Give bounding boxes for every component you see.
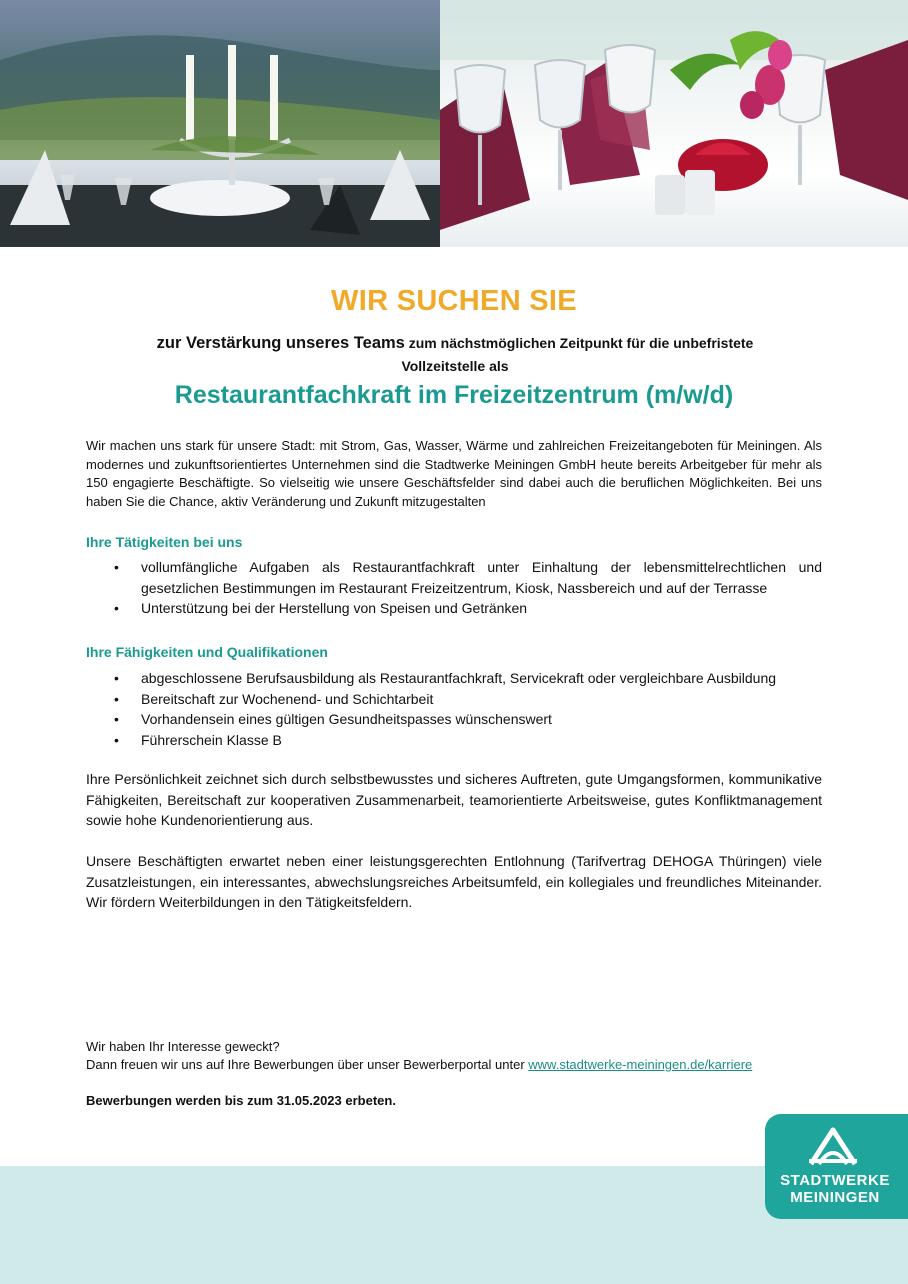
hero-photo-glasses xyxy=(440,0,908,247)
logo-line-1: STADTWERKE xyxy=(780,1172,890,1189)
contact-block xyxy=(86,1038,846,1074)
hero-images xyxy=(0,0,908,247)
headline: WIR SUCHEN SIE xyxy=(331,285,577,317)
list-item: • abgeschlossene Berufsausbildung als Restaurantfachkraft, Servicekraft oder vergleichbare Ausbildung xyxy=(86,668,822,689)
deadline-text: Bewerbungen werden bis zum 31.05.2023 erbeten. xyxy=(86,1093,396,1108)
glasses-flowers-illustration xyxy=(440,0,908,247)
list-item: • Bereitschaft zur Wochenend- und Schichtarbeit xyxy=(86,689,822,710)
list-item: • Vorhandensein eines gültigen Gesundheitspasses wünschenswert xyxy=(86,709,822,730)
tasks-heading: Ihre Tätigkeiten bei uns xyxy=(86,534,243,550)
candle-table-illustration xyxy=(0,0,440,247)
list-item: • Unterstützung bei der Herstellung von Speisen und Getränken xyxy=(86,598,822,619)
subline-timing: zum nächstmöglichen Zeitpunkt für die unbefristete xyxy=(404,335,754,351)
contact-question: Wir haben Ihr Interesse geweckt? xyxy=(86,1039,280,1054)
list-item: • Führerschein Klasse B xyxy=(86,730,822,751)
benefits-paragraph: Unsere Beschäftigten erwartet neben einer leistungsgerechten Entlohnung (Tarifvertrag DEHOGA Thüringen) viele Zusatzleistungen, ein interessantes, abwechslungsreiches Arbeitsumfeld, ein kollegiales und freundliches Miteinander. Wir fördern Weiterbildungen in den Tätigkeitsfeldern. xyxy=(86,853,822,910)
subline xyxy=(110,332,800,378)
personality-paragraph: Ihre Persönlichkeit zeichnet sich durch selbstbewusstes und sicheres Auftreten, gute Umgangsformen, kommunikative Fähigkeiten, Bereitschaft zur kooperativen Zusammenarbeit, teamorientierte Arbeitsweise, gutes Konfliktmanagement sowie hohe Kundenorientierung aus. xyxy=(86,771,822,828)
list-item: • vollumfängliche Aufgaben als Restaurantfachkraft unter Einhaltung der lebensmittelrechtlichen und gesetzlichen Bestimmungen im Restaurant Freizeitzentrum, Kiosk, Nassbereich und auf der Terrasse xyxy=(86,557,822,598)
logo-mark-icon xyxy=(807,1126,859,1166)
stadtwerke-logo xyxy=(765,1114,908,1219)
hero-photo-candles xyxy=(0,0,440,247)
tasks-list xyxy=(86,557,822,619)
skills-heading: Ihre Fähigkeiten und Qualifikationen xyxy=(86,644,328,660)
subline-position: Vollzeitstelle als xyxy=(401,358,509,374)
contact-invitation xyxy=(86,1056,846,1074)
contact-text: Dann freuen wir uns auf Ihre Bewerbungen über unser Bewerberportal unter xyxy=(86,1057,529,1072)
intro-paragraph: Wir machen uns stark für unsere Stadt: mit Strom, Gas, Wasser, Wärme und zahlreichen Freizeitangeboten für Meiningen. Als modernes und zukunftsorientiertes Unternehmen sind die Stadtwerke Meiningen GmbH heute bereits Arbeitgeber für mehr als 150 engagierte Beschäftigte. So vielseitig wie unsere Geschäftsfelder sind dabei auch die beruflichen Möglichkeiten. Bei uns haben Sie die Chance, aktiv Veränderung und Zukunft mitzugestalten xyxy=(86,438,822,509)
skills-list xyxy=(86,668,822,750)
job-title: Restaurantfachkraft im Freizeitzentrum (m/w/d) xyxy=(174,381,734,409)
logo-line-2: MEININGEN xyxy=(790,1189,880,1206)
subline-team: zur Verstärkung unseres Teams xyxy=(156,334,405,352)
career-portal-link[interactable]: www.stadtwerke-meiningen.de/karriere xyxy=(528,1057,753,1072)
